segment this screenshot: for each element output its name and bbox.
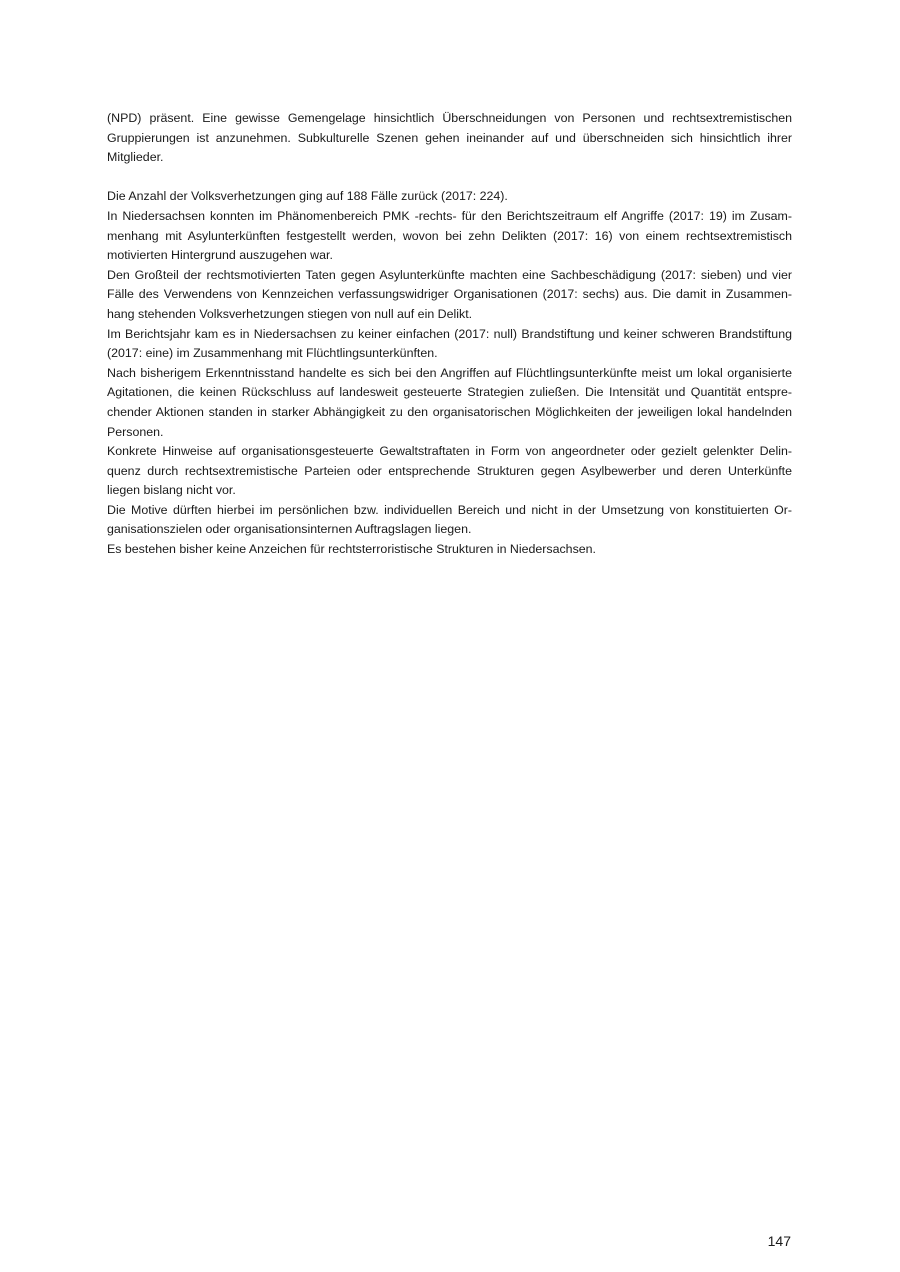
page-number: 147 bbox=[767, 1233, 791, 1249]
paragraph-gewaltstraftaten: Konkrete Hinweise auf organisationsgesteuerte Gewaltstraftaten in Form von angeordneter oder gezielt gelenkter Delinquenz durch rechtsextremistische Parteien oder entsprechende Strukturen gegen Asylbewerber und deren Unterkünfte liegen bislang nicht vor. bbox=[107, 444, 792, 498]
paragraph-angriffe-asylunterkuenfte: In Niedersachsen konnten im Phänomenbereich PMK -rechts- für den Berichtszeitraum elf Angriffe (2017: 19) im Zusammenhang mit Asylunterkünften festgestellt werden, wovon bei zehn Delikten (2017: 16) von einem rechtsextremistisch motivierten Hintergrund auszugehen war. bbox=[107, 208, 792, 263]
paragraph-motive: Die Motive dürften hierbei im persönlichen bzw. individuellen Bereich und nicht in der Umsetzung von konstituierten Organisationszielen oder organisationsinternen Auftragslagen liegen. bbox=[107, 502, 792, 537]
paragraph-lokale-agitationen: Nach bisherigem Erkenntnisstand handelte es sich bei den Angriffen auf Flüchtlingsunterkünfte meist um lokal organisierte Agitationen, die keinen Rückschluss auf landesweit gesteuerte Strategien zuließen. Die Intensität und Quantität entsprechender Aktionen standen in starker Abhängigkeit zu den organisatorischen Möglichkeiten der jeweiligen lokal handelnden Personen. bbox=[107, 365, 792, 439]
paragraph-rechtsterrorismus: Es bestehen bisher keine Anzeichen für rechtsterroristische Strukturen in Niedersachsen. bbox=[107, 542, 596, 557]
paragraph-sachbeschaedigung: Den Großteil der rechtsmotivierten Taten gegen Asylunterkünfte machten eine Sachbeschädigung (2017: sieben) und vier Fälle des Verwendens von Kennzeichen verfassungswidriger Organisationen (2017: sechs) aus. Die damit in Zusammenhang stehenden Volksverhetzungen stiegen von null auf ein Delikt. bbox=[107, 267, 792, 321]
paragraph-brandstiftung: Im Berichtsjahr kam es in Niedersachsen zu keiner einfachen (2017: null) Brandstiftung und keiner schweren Brandstiftung (2017: eine) im Zusammenhang mit Flüchtlingsunterkünften. bbox=[107, 326, 792, 361]
paragraph-npd-overlap: (NPD) präsent. Eine gewisse Gemengelage hinsichtlich Überschneidungen von Personen und rechtsextremistischen Gruppierungen ist anzunehmen. Subkulturelle Szenen gehen ineinander auf und überschneiden sich hinsichtlich ihrer Mitglieder. bbox=[107, 111, 792, 165]
body-text bbox=[107, 109, 792, 560]
paragraph-volksverhetzungen: Die Anzahl der Volksverhetzungen ging auf 188 Fälle zurück (2017: 224). bbox=[107, 189, 508, 204]
